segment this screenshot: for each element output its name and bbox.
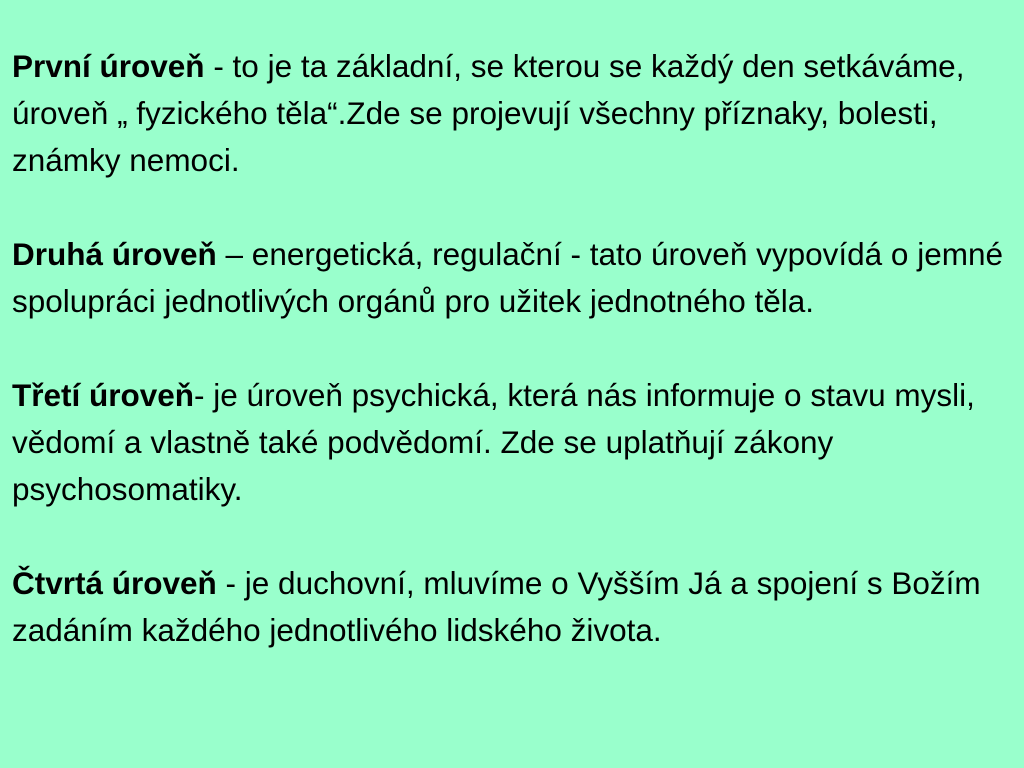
paragraph-level-3: [12, 372, 1004, 513]
level-3-text: - je úroveň psychická, která nás informuje o stavu mysli, vědomí a vlastně také podvědomí. Zde se uplatňují zákony psychosomatiky.: [12, 377, 975, 507]
level-1-term: První úroveň: [12, 48, 205, 84]
level-2-text: – energetická, regulační - tato úroveň vypovídá o jemné spolupráci jednotlivých orgánů pro užitek jednotného těla.: [12, 236, 1003, 319]
level-1-text: - to je ta základní, se kterou se každý den setkáváme, úroveň „ fyzického těla“.Zde se projevují všechny příznaky, bolesti, známky nemoci.: [12, 48, 965, 178]
paragraph-level-4: [12, 560, 1004, 654]
paragraph-level-1: [12, 43, 1004, 184]
level-3-term: Třetí úroveň: [12, 377, 195, 413]
level-4-term: Čtvrtá úroveň: [12, 565, 217, 601]
level-4-text: - je duchovní, mluvíme o Vyšším Já a spojení s Božím zadáním každého jednotlivého lidského života.: [12, 565, 981, 648]
paragraph-level-2: [12, 231, 1004, 325]
level-2-term: Druhá úroveň: [12, 236, 217, 272]
